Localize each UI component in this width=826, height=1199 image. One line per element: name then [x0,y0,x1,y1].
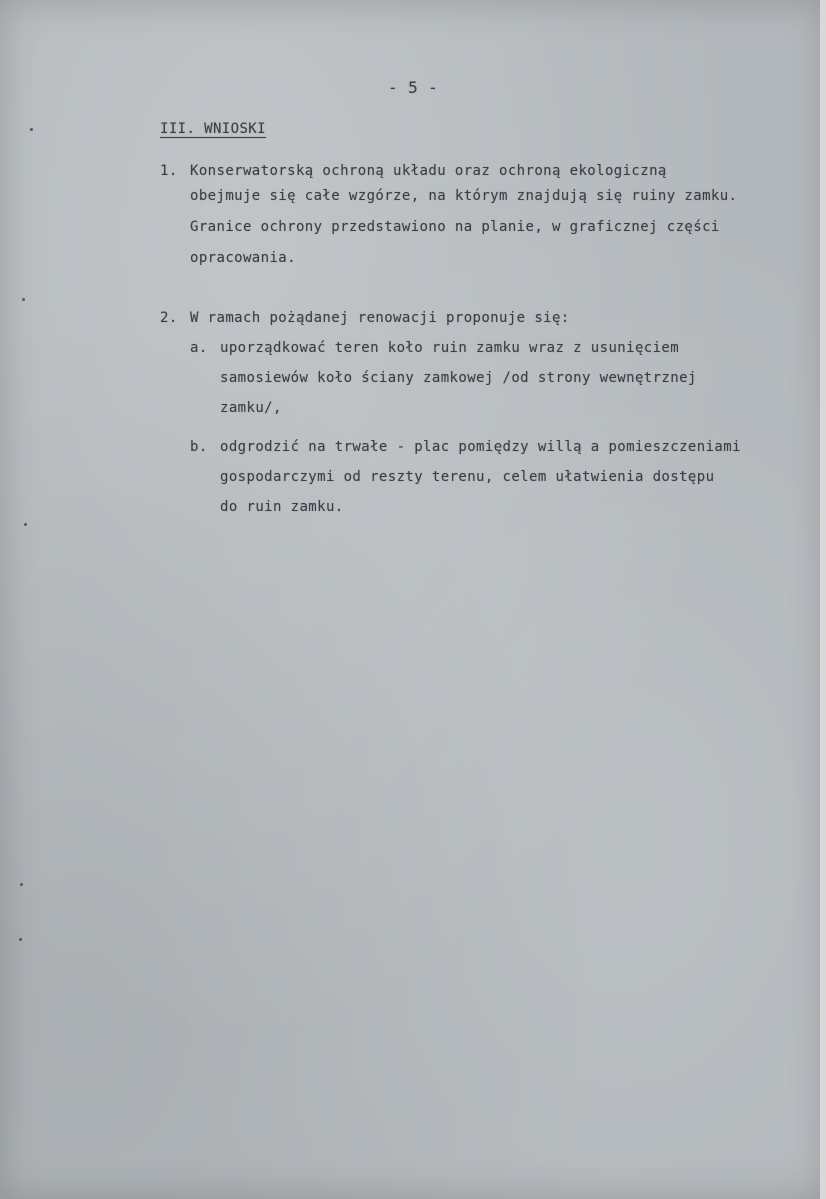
paragraph-line: zamku/, [220,400,282,416]
item-number: 1. [160,163,178,179]
paragraph-line: odgrodzić na trwałe - plac pomiędzy willą a pomieszczeniami [220,439,741,455]
section-heading: III. WNIOSKI [160,121,266,137]
paragraph-line: obejmuje się całe wzgórze, na którym znajdują się ruiny zamku. [190,188,738,204]
paragraph-line: Konserwatorską ochroną układu oraz ochroną ekologiczną [190,163,667,179]
punch-mark [20,883,23,886]
paragraph-line: W ramach pożądanej renowacji proponuje się: [190,310,570,326]
punch-mark [19,938,22,941]
paragraph-line: do ruin zamku. [220,499,344,515]
punch-mark [30,128,33,131]
paragraph-line: uporządkować teren koło ruin zamku wraz z usunięciem [220,340,680,356]
item-number: 2. [160,310,178,326]
page-number: - 5 - [388,78,439,97]
subitem-letter: a. [190,340,208,356]
punch-mark [22,298,25,301]
page-edge [820,0,826,1199]
subitem-letter: b. [190,439,208,455]
paragraph-line: samosiewów koło ściany zamkowej /od strony wewnętrznej [220,370,697,386]
paragraph-line: Granice ochrony przedstawiono na planie, w graficznej części [190,219,720,235]
paragraph-line: opracowania. [190,250,296,266]
paragraph-line: gospodarczymi od reszty terenu, celem ułatwienia dostępu [220,469,715,485]
punch-mark [24,523,27,526]
